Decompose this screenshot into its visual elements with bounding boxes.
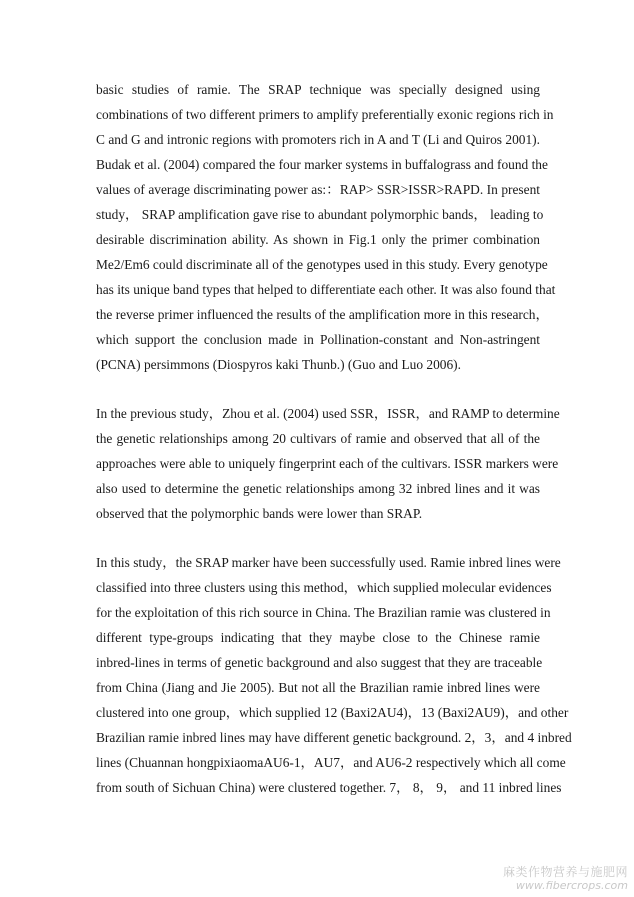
paragraph-srap-technique <box>96 77 556 377</box>
text-line: basic studies of ramie. The SRAP technique was specially designed using <box>96 82 540 97</box>
text-line: Budak et al. (2004) compared the four marker systems in buffalograss and found the <box>96 157 548 172</box>
text-line: combinations of two different primers to amplify preferentially exonic regions rich in <box>96 107 554 122</box>
text-line: approaches were able to uniquely fingerprint each of the cultivars. ISSR markers were <box>96 456 559 471</box>
text-line: Brazilian ramie inbred lines may have different genetic background. 2，3，and 4 inbred <box>96 730 572 745</box>
text-line: observed that the polymorphic bands were lower than SRAP. <box>96 506 423 521</box>
text-line: study， SRAP amplification gave rise to abundant polymorphic bands， leading to <box>96 207 544 222</box>
text-line: lines (Chuannan hongpixiaomaAU6-1，AU7，and AU6-2 respectively which all come <box>96 755 566 770</box>
text-line: C and G and intronic regions with promoters rich in A and T (Li and Quiros 2001). <box>96 132 540 147</box>
text-line: Me2/Em6 could discriminate all of the genotypes used in this study. Every genotype <box>96 257 548 272</box>
site-watermark <box>503 865 628 893</box>
paragraph-previous-study <box>96 401 560 526</box>
text-line: different type-groups indicating that they maybe close to the Chinese ramie <box>96 630 540 645</box>
text-line: from China (Jiang and Jie 2005). But not all the Brazilian ramie inbred lines were <box>96 680 540 695</box>
paragraph-this-study <box>96 550 572 800</box>
text-line: has its unique band types that helped to differentiate each other. It was also found that <box>96 282 556 297</box>
text-line: classified into three clusters using this method，which supplied molecular evidences <box>96 580 552 595</box>
text-line: values of average discriminating power as:：RAP> SSR>ISSR>RAPD. In present <box>96 182 540 197</box>
text-line: desirable discrimination ability. As shown in Fig.1 only the primer combination <box>96 232 540 247</box>
watermark-site-name: 麻类作物营养与施肥网 <box>502 865 628 879</box>
text-line: (PCNA) persimmons (Diospyros kaki Thunb.) (Guo and Luo 2006). <box>96 357 461 372</box>
text-line: the reverse primer influenced the results of the amplification more in this research， <box>96 307 549 322</box>
text-line: In this study，the SRAP marker have been successfully used. Ramie inbred lines were <box>96 555 561 570</box>
text-line: the genetic relationships among 20 cultivars of ramie and observed that all of the <box>96 431 540 446</box>
text-line: In the previous study，Zhou et al. (2004) used SSR，ISSR，and RAMP to determine <box>96 406 560 421</box>
text-line: clustered into one group，which supplied 12 (Baxi2AU4)，13 (Baxi2AU9)，and other <box>96 705 569 720</box>
text-line: also used to determine the genetic relationships among 32 inbred lines and it was <box>96 481 540 496</box>
watermark-url: www.fibercrops.com <box>515 879 628 892</box>
text-line: inbred-lines in terms of genetic background and also suggest that they are traceable <box>96 655 543 670</box>
text-line: which support the conclusion made in Pollination-constant and Non-astringent <box>96 332 540 347</box>
text-line: from south of Sichuan China) were clustered together. 7， 8， 9， and 11 inbred lines <box>96 780 562 795</box>
text-line: for the exploitation of this rich source in China. The Brazilian ramie was clustered in <box>96 605 551 620</box>
